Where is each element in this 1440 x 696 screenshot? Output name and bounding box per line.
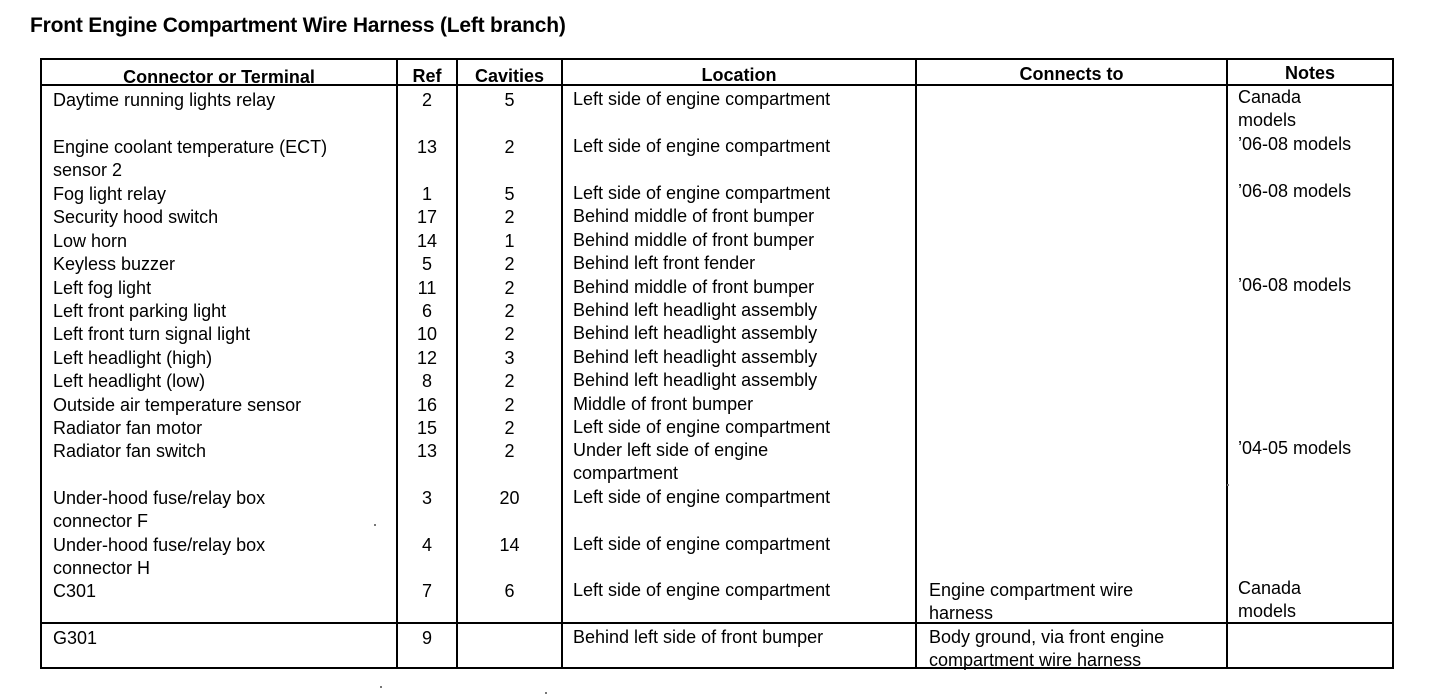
cell-line: ’06-08 models [1238,275,1352,295]
cell-connector [53,440,393,463]
cell-line: Left side of engine compartment [573,136,831,156]
cell-ref: 2 [421,90,432,110]
cell-ref: 16 [416,395,438,415]
cell-location [573,486,913,509]
column-divider [561,58,563,669]
header-cavities: Cavities [474,66,545,86]
cell-line: Fog light relay [53,184,167,204]
cell-location [573,369,913,392]
cell-line: Behind left headlight assembly [573,323,818,343]
cell-ref: 5 [421,254,432,274]
cell-ref: 14 [416,231,438,251]
cell-line: Body ground, via front engine [929,627,1165,647]
cell-line: Left front parking light [53,301,227,321]
cell-connector [53,347,393,370]
cell-cavities: 2 [504,207,515,227]
cell-line: Under-hood fuse/relay box [53,488,266,508]
cell-notes [1238,577,1392,623]
cell-line: Left side of engine compartment [573,417,831,437]
cell-location [573,205,913,228]
page-title: Front Engine Compartment Wire Harness (Left branch) [30,14,566,37]
cell-ref: 12 [416,348,438,368]
cell-line: connector H [53,558,151,578]
cell-line: Daytime running lights relay [53,90,276,110]
cell-line: Behind left headlight assembly [573,370,818,390]
cell-location [573,533,913,556]
cell-line: Radiator fan motor [53,418,203,438]
cell-ref: 4 [421,535,432,555]
cell-ref: 7 [421,581,432,601]
cell-line: Middle of front bumper [573,394,754,414]
cell-line: Left side of engine compartment [573,580,831,600]
cell-line: compartment wire harness [929,650,1142,670]
cell-cavities: 2 [504,278,515,298]
cell-line: Under left side of engine [573,440,769,460]
cell-connector [53,230,393,253]
cell-notes [1238,274,1392,297]
cell-ref: 15 [416,418,438,438]
cell-line: compartment [573,463,679,483]
cell-line: models [1238,110,1297,130]
cell-line: C301 [53,581,97,601]
cell-location [573,182,913,205]
cell-cavities: 14 [499,535,520,555]
cell-line: Behind left headlight assembly [573,300,818,320]
cell-line: Behind middle of front bumper [573,277,815,297]
cell-line: Behind middle of front bumper [573,206,815,226]
cell-notes [1238,180,1392,203]
cell-connector [53,394,393,417]
cell-connector [53,253,393,276]
cell-location [573,439,913,485]
cell-cavities: 1 [504,231,515,251]
cell-line: Engine compartment wire [929,580,1134,600]
cell-line: Left side of engine compartment [573,534,831,554]
cell-location [573,579,913,602]
cell-location [573,299,913,322]
cell-cavities: 2 [504,324,515,344]
scan-speck [1227,484,1229,486]
cell-line: Canada [1238,578,1302,598]
cell-line: Low horn [53,231,128,251]
cell-location [573,393,913,416]
cell-connector [53,580,393,603]
cell-location [573,322,913,345]
cell-line: connector F [53,511,149,531]
cell-ref: 9 [421,628,432,648]
cell-line: Behind left side of front bumper [573,627,824,647]
cell-cavities: 2 [504,137,515,157]
cell-connector [53,300,393,323]
cell-cavities: 3 [504,348,515,368]
cell-notes [1238,86,1392,132]
cell-ref: 3 [421,488,432,508]
cell-cavities: 2 [504,371,515,391]
cell-connector [53,277,393,300]
cell-connector [53,183,393,206]
cell-line: Left side of engine compartment [573,183,831,203]
cell-line: Left headlight (high) [53,348,213,368]
cell-notes [1238,133,1392,156]
cell-line: Left side of engine compartment [573,89,831,109]
cell-ref: 13 [416,441,438,461]
cell-location [573,135,913,158]
cell-cavities: 2 [504,254,515,274]
cell-ref: 17 [416,207,438,227]
cell-ref: 6 [421,301,432,321]
header-notes: Notes [1284,63,1335,83]
cell-cavities: 2 [504,418,515,438]
column-divider [915,58,917,669]
scan-speck [374,524,376,526]
cell-connector [53,627,393,650]
cell-ref: 8 [421,371,432,391]
cell-cavities: 2 [504,441,515,461]
cell-connector [53,370,393,393]
cell-line: Left front turn signal light [53,324,251,344]
cell-line: ’06-08 models [1238,134,1352,154]
cell-cavities: 2 [504,395,515,415]
cell-location [573,88,913,111]
cell-line: sensor 2 [53,160,123,180]
cell-location [573,252,913,275]
cell-line: Behind left front fender [573,253,756,273]
cell-location [573,346,913,369]
cell-cavities: 5 [504,90,515,110]
cell-connects-to [929,579,1224,625]
header-connector: Connector or Terminal [123,67,315,87]
cell-line: Security hood switch [53,207,219,227]
cell-connector [53,323,393,346]
cell-line: Engine coolant temperature (ECT) [53,137,328,157]
cell-connector [53,89,393,112]
cell-cavities: 2 [504,301,515,321]
cell-connector [53,206,393,229]
cell-location [573,626,913,649]
cell-cavities: 6 [504,581,515,601]
header-ref: Ref [412,66,442,86]
cell-ref: 1 [421,184,432,204]
scan-speck [545,692,547,694]
cell-line: ’06-08 models [1238,181,1352,201]
cell-connector [53,487,393,533]
cell-location [573,229,913,252]
cell-connector [53,534,393,580]
cell-connector [53,136,393,182]
cell-line: G301 [53,628,98,648]
cell-line: Left headlight (low) [53,371,206,391]
header-location: Location [701,65,777,85]
cell-line: harness [929,603,994,623]
cell-ref: 10 [416,324,438,344]
cell-line: Behind left headlight assembly [573,347,818,367]
cell-line: ’04-05 models [1238,438,1352,458]
cell-location [573,276,913,299]
cell-location [573,416,913,439]
header-connects-to: Connects to [1019,64,1124,84]
column-divider [1226,58,1228,669]
cell-cavities: 5 [504,184,515,204]
cell-ref: 11 [417,278,437,298]
cell-notes [1238,437,1392,460]
cell-line: Left side of engine compartment [573,487,831,507]
cell-line: Left fog light [53,278,152,298]
cell-cavities: 20 [499,488,520,508]
cell-line: Radiator fan switch [53,441,207,461]
cell-line: models [1238,601,1297,621]
cell-ref: 13 [416,137,438,157]
scan-speck [380,686,382,688]
cell-line: Canada [1238,87,1302,107]
cell-line: Outside air temperature sensor [53,395,302,415]
cell-line: Under-hood fuse/relay box [53,535,266,555]
cell-connects-to [929,626,1224,672]
cell-connector [53,417,393,440]
cell-line: Keyless buzzer [53,254,176,274]
cell-line: Behind middle of front bumper [573,230,815,250]
